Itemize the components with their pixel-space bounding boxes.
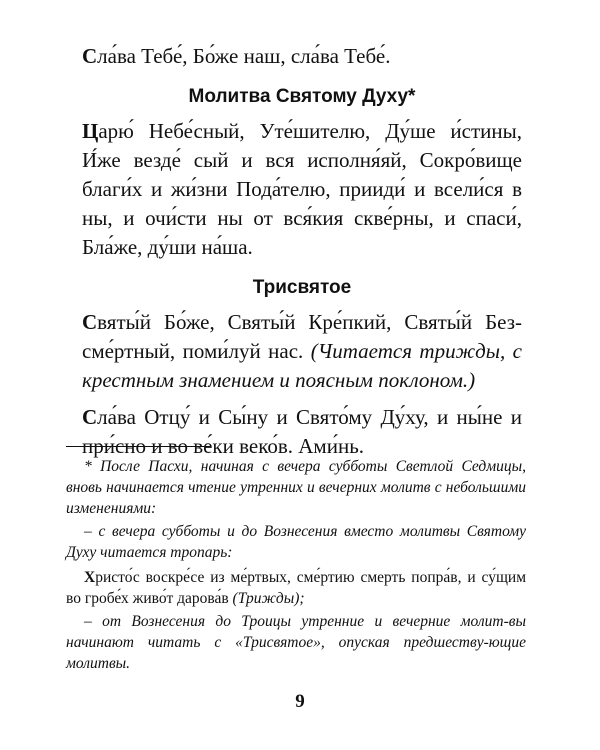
glory-father-son-text: ла́ва Отцу́ и Сы́ну и Свято́му Ду́ху, и ны́не и при́сно и во ве́ки веко́в. Ами́нь. <box>82 405 522 458</box>
page-number: 9 <box>295 691 305 712</box>
trisagion-text: вяты́й Бо́же, Святы́й Кре́пкий, Святы́й Без-сме́ртный, поми́луй нас. <box>82 310 522 363</box>
prayer-holy-spirit <box>82 117 522 262</box>
glory-father-son <box>82 403 522 461</box>
glory-verse <box>82 42 522 71</box>
footnote-troparion-rubric: (Трижды); <box>232 590 305 607</box>
drop-initial: С <box>82 44 98 68</box>
drop-initial: Ц <box>82 119 99 143</box>
trisagion-rubric: (Читается трижды, с крестным знамением и поясным поклоном.) <box>82 339 522 392</box>
footnote-easter: * После Пасхи, начиная с вечера субботы Светлой Седмицы, вновь начинается чтение утренних и вечерних молитв с небольшими изменениями: <box>66 458 526 517</box>
glory-verse-text: ла́ва Тебе́, Бо́же наш, сла́ва Тебе́. <box>97 44 391 68</box>
footnote-troparion <box>66 567 526 609</box>
heading-prayer-holy-spirit: Молитва Святому Духу* <box>188 86 416 107</box>
prayer-holy-spirit-text: арю́ Небе́сный, Уте́шителю, Ду́ше и́стины, И́же везде́ сый и вся исполня́яй, Сокро́вище благи́х и жи́зни Пода́телю, прииди́ и всели́ся в ны, и очи́сти ны от вся́кия скве́рны, и спаси́, Бла́же, ду́ши на́ша. <box>82 119 522 259</box>
footnote-troparion-text: ристо́с воскре́се из ме́ртвых, сме́ртию смерть попра́в, и су́щим во гробе́х живо́т дарова́в <box>66 569 526 607</box>
drop-initial: С <box>82 405 98 429</box>
footnote-divider <box>66 446 210 447</box>
footnotes <box>66 456 526 674</box>
footnote-trinity: – от Вознесения до Троицы утренние и вечерние молит-вы начинают читать с «Трисвятое», опуская предшеству-ющие молитвы. <box>66 613 526 672</box>
drop-initial: С <box>82 310 98 334</box>
trisagion <box>82 308 522 395</box>
drop-initial: Х <box>84 569 96 586</box>
footnote-ascension: – с вечера субботы и до Вознесения вместо молитвы Святому Духу читается тропарь: <box>66 523 526 561</box>
heading-trisagion: Трисвятое <box>252 277 352 298</box>
prayer-text-block <box>82 42 522 461</box>
